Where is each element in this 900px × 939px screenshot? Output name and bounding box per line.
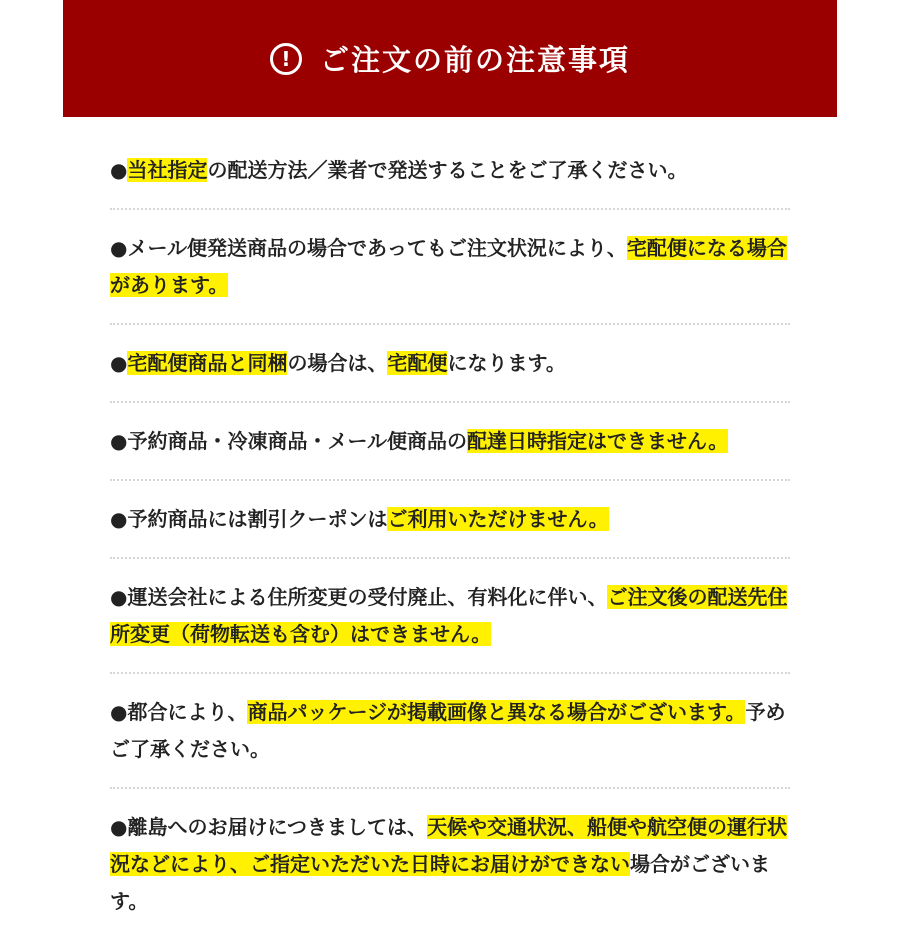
note-item [110, 403, 790, 481]
notes-list [110, 132, 790, 939]
note-text: ● [110, 158, 128, 182]
highlighted-text: 商品パッケージが掲載画像と異なる場合がございます。 [247, 700, 746, 724]
note-item [110, 789, 790, 939]
note-text: ●予約商品には割引クーポンは [110, 507, 388, 531]
highlighted-text: ご注文後の配送先住所変更（荷物転送も含む）はできません。 [110, 585, 788, 646]
highlighted-text: 天候や交通状況、船便や航空便の運行状況などにより、ご指定いただいた日時にお届けができない [110, 815, 788, 876]
highlighted-text: ご利用いただけません。 [387, 507, 609, 531]
note-text: ●メール便発送商品の場合であってもご注文状況により、 [110, 236, 627, 260]
notice-header-banner [63, 0, 837, 117]
note-item [110, 132, 790, 210]
note-item [110, 325, 790, 403]
note-text: ●離島へのお届けにつきましては、 [110, 815, 428, 839]
note-item [110, 674, 790, 789]
note-text: ●予約商品・冷凍商品・メール便商品の [110, 429, 468, 453]
note-text: になります。 [447, 351, 566, 375]
note-text: ● [110, 351, 128, 375]
note-text: ●都合により、 [110, 700, 248, 724]
exclamation-circle-icon: ! [270, 43, 302, 75]
note-item [110, 210, 790, 325]
note-text: ●運送会社による住所変更の受付廃止、有料化に伴い、 [110, 585, 608, 609]
highlighted-text: 当社指定 [127, 158, 208, 182]
note-item [110, 559, 790, 674]
highlighted-text: 宅配便商品と同梱 [127, 351, 288, 375]
note-text: 予めご了承ください。 [110, 700, 786, 761]
note-text: 場合がございます。 [110, 852, 770, 913]
notice-title: ご注文の前の注意事項 [319, 43, 630, 77]
note-text: の配送方法／業者で発送することをご了承ください。 [207, 158, 688, 182]
note-text: の場合は、 [287, 351, 388, 375]
highlighted-text: 配達日時指定はできません。 [467, 429, 729, 453]
note-item [110, 481, 790, 559]
highlighted-text: 宅配便 [387, 351, 448, 375]
highlighted-text: 宅配便になる場合があります。 [110, 236, 787, 297]
